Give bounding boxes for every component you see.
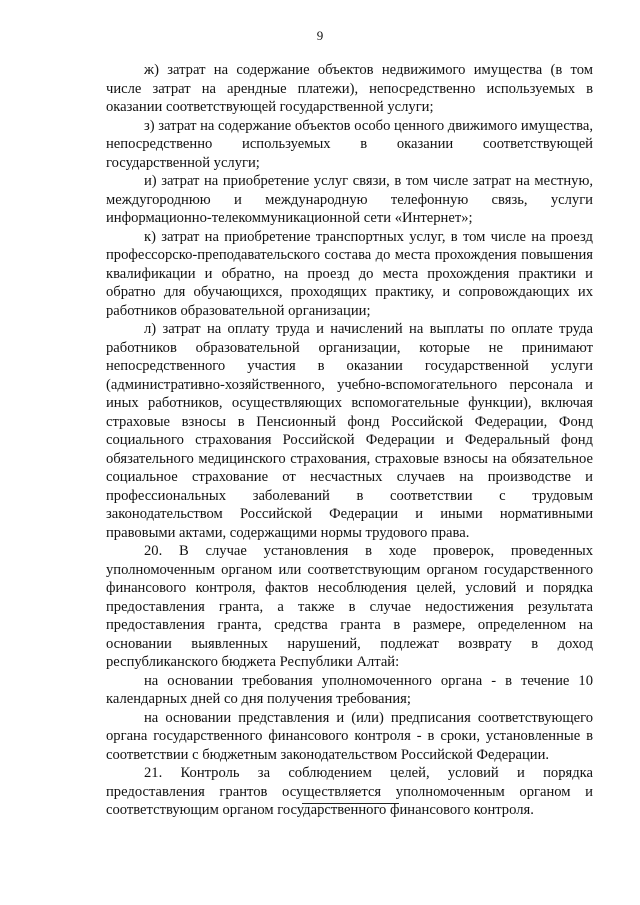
paragraph-l-labor-costs: л) затрат на оплату труда и начислений на выплаты по оплате труда работников образовательной организации, которые не принимают непосредственного участия в оказании государственной услуги (административно-хозяйственного, учебно-вспомогательного персонала и иных работников, осуществляющих вспомогательные функции), включая страховые взносы в Пенсионный фонд Российской Федерации, Фонд социального страхования Российской Федерации и Федеральный фонд обязательного медицинского страхования, страховые взносы на обязательное социальное страхование от несчастных случаев на производстве и профессиональных заболеваний в соответствии с трудовым законодательством Российской Федерации и иными нормативными правовыми актами, содержащими нормы трудового права. [106, 321, 593, 541]
paragraph-k-transport-costs: к) затрат на приобретение транспортных услуг, в том числе на проезд профессорско-преподавательского состава до места прохождения повышения квалификации и обратно, на проезд до места прохождения практики и обратно для обучающихся, проходящих практику, и сопровождающих их работников образовательной организации; [106, 228, 593, 319]
end-divider [302, 803, 399, 804]
document-body [106, 61, 593, 820]
paragraph-i-communication-costs: и) затрат на приобретение услуг связи, в том числе затрат на местную, междугороднюю и международную телефонную связь, услуги информационно-телекоммуникационной сети «Интернет»; [106, 173, 593, 226]
paragraph-z-movable-property-costs: з) затрат на содержание объектов особо ценного движимого имущества, непосредственно используемых в оказании соответствующей государственной услуги; [106, 117, 594, 171]
paragraph-return-on-order: на основании представления и (или) предписания соответствующего органа государственного финансового контроля - в сроки, установленные в соответствии с бюджетным законодательством Российской Федерации. [106, 709, 593, 763]
paragraph-21-control: 21. Контроль за соблюдением целей, условий и порядка предоставления грантов осуществляется уполномоченным органом и соответствующим органом государственного финансового контроля. [106, 765, 593, 818]
paragraph-20-grant-return: 20. В случае установления в ходе проверок, проведенных уполномоченным органом или соответствующим органом государственного финансового контроля, фактов несоблюдения целей, условий и порядка предоставления гранта, а также в случае недостижения результата предоставления гранта, средства гранта в размере, определенном на основании выявленных нарушений, подлежат возврату в доход республиканского бюджета Республики Алтай: [106, 543, 593, 670]
paragraph-return-on-request: на основании требования уполномоченного органа - в течение 10 календарных дней со дня получения требования; [106, 672, 593, 707]
page-number: 9 [316, 28, 324, 43]
paragraph-zh-property-costs: ж) затрат на содержание объектов недвижимого имущества (в том числе затрат на арендные платежи), непосредственно используемых в оказании соответствующей государственной услуги; [106, 62, 593, 115]
